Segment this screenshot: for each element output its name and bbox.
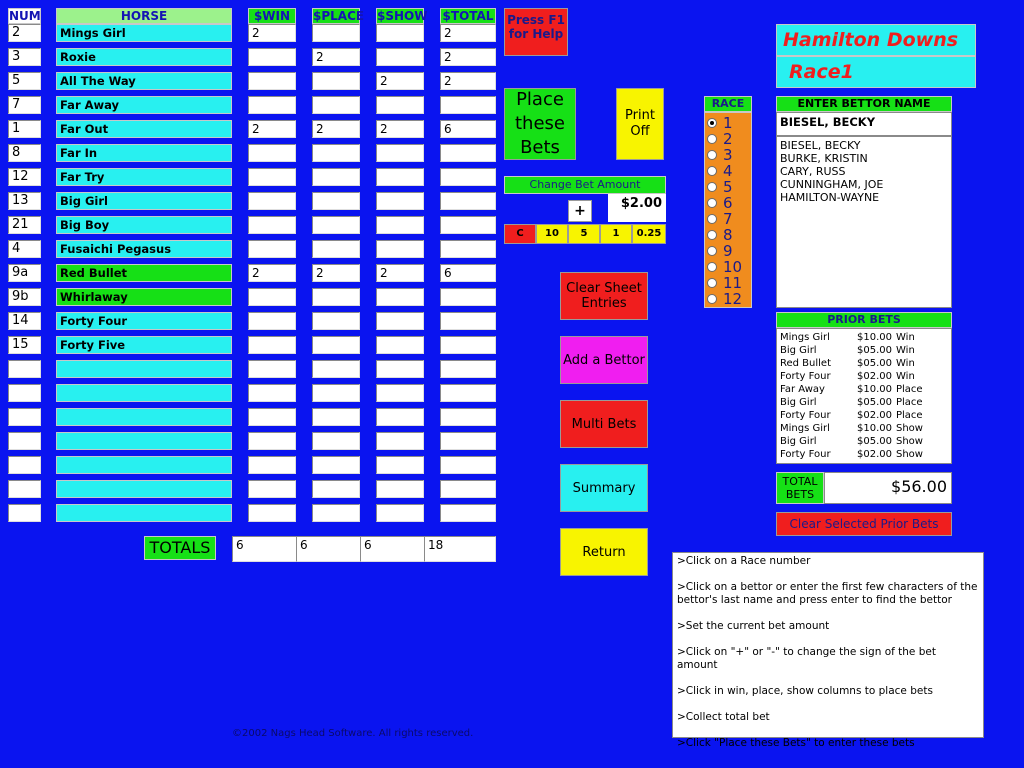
row-horse-cell[interactable]: Far Out	[56, 120, 232, 138]
row-win-cell[interactable]	[248, 192, 296, 210]
prior-bet-amount: $05.00	[857, 436, 892, 447]
prior-bet-item[interactable]	[780, 409, 948, 422]
row-place-cell[interactable]	[312, 72, 360, 90]
race-11-radio[interactable]	[707, 278, 717, 288]
row-total-cell[interactable]: 2	[440, 24, 496, 42]
row-place-cell[interactable]	[312, 240, 360, 258]
row-place-cell[interactable]	[312, 288, 360, 306]
prior-bet-item[interactable]	[780, 396, 948, 409]
row-show-cell[interactable]	[376, 480, 424, 498]
instruction-line: >Click on a Race number	[677, 555, 811, 567]
row-win-cell[interactable]	[248, 48, 296, 66]
header-num: NUM	[9, 9, 41, 23]
row-horse-cell[interactable]: Whirlaway	[56, 288, 232, 306]
clear-prior-bets-button[interactable]: Clear Selected Prior Bets	[776, 512, 952, 536]
row-num-cell[interactable]: 9a	[8, 264, 41, 282]
row-horse-cell[interactable]: Roxie	[56, 48, 232, 66]
change-bet-label: Change Bet Amount	[504, 176, 666, 194]
return-button[interactable]: Return	[560, 528, 648, 576]
prior-bet-amount: $02.00	[857, 410, 892, 421]
row-show-cell[interactable]	[376, 168, 424, 186]
row-win-cell[interactable]	[248, 456, 296, 474]
row-win-cell[interactable]	[248, 360, 296, 378]
instructions-panel	[672, 552, 984, 749]
row-num-cell[interactable]: 7	[8, 96, 41, 114]
prior-bet-amount: $02.00	[857, 371, 892, 382]
row-num-cell[interactable]	[8, 504, 41, 522]
prior-bet-amount: $10.00	[857, 384, 892, 395]
race-12-radio[interactable]	[707, 294, 717, 304]
summary-button[interactable]: Summary	[560, 464, 648, 512]
sign-toggle-button[interactable]: +	[568, 200, 592, 222]
prior-bet-horse: Far Away	[780, 384, 825, 395]
race-9-radio[interactable]	[707, 246, 717, 256]
row-place-cell[interactable]	[312, 312, 360, 330]
row-horse-cell[interactable]: Big Boy	[56, 216, 232, 234]
amount-10-button[interactable]: 10	[536, 224, 568, 244]
row-total-cell[interactable]: 2	[440, 72, 496, 90]
prior-bet-amount: $05.00	[857, 397, 892, 408]
row-place-cell[interactable]	[312, 408, 360, 426]
amount-5-button[interactable]: 5	[568, 224, 600, 244]
row-horse-cell[interactable]	[56, 408, 232, 426]
row-total-cell[interactable]	[440, 336, 496, 354]
bettor-list-item[interactable]: BIESEL, BECKY	[780, 139, 861, 152]
row-show-cell[interactable]	[376, 360, 424, 378]
race-7-radio[interactable]	[707, 214, 717, 224]
prior-bet-horse: Big Girl	[780, 436, 817, 447]
prior-bet-type: Win	[896, 371, 915, 382]
prior-bet-type: Place	[896, 410, 923, 421]
row-horse-cell[interactable]: Far Try	[56, 168, 232, 186]
row-num-cell[interactable]: 3	[8, 48, 41, 66]
race-3-radio[interactable]	[707, 150, 717, 160]
add-bettor-button[interactable]: Add a Bettor	[560, 336, 648, 384]
row-show-cell[interactable]: 2	[376, 72, 424, 90]
clear-sheet-button[interactable]: Clear Sheet Entries	[560, 272, 648, 320]
total-place: 6	[296, 536, 362, 562]
row-horse-cell[interactable]	[56, 504, 232, 522]
row-num-cell[interactable]: 2	[8, 24, 41, 42]
row-show-cell[interactable]	[376, 240, 424, 258]
prior-bet-horse: Mings Girl	[780, 423, 830, 434]
row-place-cell[interactable]: 2	[312, 264, 360, 282]
row-horse-cell[interactable]	[56, 480, 232, 498]
prior-bet-horse: Big Girl	[780, 397, 817, 408]
row-total-cell[interactable]	[440, 360, 496, 378]
row-win-cell[interactable]: 2	[248, 24, 296, 42]
race-4-radio[interactable]	[707, 166, 717, 176]
instruction-line: >Click on a bettor or enter the first few characters of the bettor's last name and press enter to find the bettor	[677, 581, 978, 606]
row-num-cell[interactable]	[8, 384, 41, 402]
race-11-label[interactable]: 11	[723, 274, 743, 292]
prior-bet-item[interactable]	[780, 357, 948, 370]
row-show-cell[interactable]	[376, 312, 424, 330]
row-horse-cell[interactable]: Far In	[56, 144, 232, 162]
row-place-cell[interactable]	[312, 144, 360, 162]
row-total-cell[interactable]: 6	[440, 120, 496, 138]
race-3-label[interactable]: 3	[723, 146, 733, 164]
row-win-cell[interactable]	[248, 432, 296, 450]
row-win-cell[interactable]	[248, 144, 296, 162]
header-place: $PLACE	[313, 9, 365, 23]
row-show-cell[interactable]	[376, 456, 424, 474]
total-win: 6	[232, 536, 298, 562]
row-show-cell[interactable]	[376, 24, 424, 42]
race-8-label[interactable]: 8	[723, 226, 733, 244]
bet-amount-display: $2.00	[608, 194, 666, 222]
race-2-radio[interactable]	[707, 134, 717, 144]
row-show-cell[interactable]	[376, 192, 424, 210]
row-total-cell[interactable]	[440, 192, 496, 210]
row-win-cell[interactable]	[248, 336, 296, 354]
row-total-cell[interactable]	[440, 168, 496, 186]
row-total-cell[interactable]	[440, 288, 496, 306]
race-6-radio[interactable]	[707, 198, 717, 208]
row-num-cell[interactable]	[8, 480, 41, 498]
print-off-button[interactable]: Print Off	[616, 88, 664, 160]
row-show-cell[interactable]	[376, 144, 424, 162]
prior-bet-item[interactable]	[780, 383, 948, 396]
prior-bet-type: Show	[896, 423, 923, 434]
prior-bet-item[interactable]	[780, 344, 948, 357]
bettor-list-item[interactable]: CARY, RUSS	[780, 165, 846, 178]
prior-bet-amount: $10.00	[857, 423, 892, 434]
bettor-list-item[interactable]: HAMILTON-WAYNE	[780, 191, 880, 204]
row-num-cell[interactable]: 8	[8, 144, 41, 162]
row-horse-cell[interactable]: Big Girl	[56, 192, 232, 210]
total-bets-value: $56.00	[824, 472, 952, 504]
total-total: 18	[424, 536, 496, 562]
prior-bet-horse: Forty Four	[780, 371, 831, 382]
row-horse-cell[interactable]: Far Away	[56, 96, 232, 114]
row-horse-cell[interactable]	[56, 360, 232, 378]
row-horse-cell[interactable]: Forty Five	[56, 336, 232, 354]
row-num-cell[interactable]: 5	[8, 72, 41, 90]
row-show-cell[interactable]: 2	[376, 120, 424, 138]
row-num-cell[interactable]: 13	[8, 192, 41, 210]
row-horse-cell[interactable]: Forty Four	[56, 312, 232, 330]
row-win-cell[interactable]	[248, 96, 296, 114]
header-win: $WIN	[248, 8, 296, 24]
row-total-cell[interactable]	[440, 432, 496, 450]
row-horse-cell[interactable]	[56, 432, 232, 450]
row-horse-cell[interactable]	[56, 456, 232, 474]
race-7-label[interactable]: 7	[723, 210, 733, 228]
race-8-radio[interactable]	[707, 230, 717, 240]
row-show-cell[interactable]	[376, 504, 424, 522]
bettor-list-item[interactable]: BURKE, KRISTIN	[780, 152, 868, 165]
place-bets-button[interactable]: Place these Bets	[504, 88, 576, 160]
race-12-label[interactable]: 12	[723, 290, 743, 308]
row-win-cell[interactable]	[248, 72, 296, 90]
row-total-cell[interactable]	[440, 384, 496, 402]
race-5-radio[interactable]	[707, 182, 717, 192]
row-win-cell[interactable]	[248, 312, 296, 330]
prior-bet-item[interactable]	[780, 435, 948, 448]
row-win-cell[interactable]	[248, 504, 296, 522]
row-show-cell[interactable]: 2	[376, 264, 424, 282]
row-num-cell[interactable]	[8, 360, 41, 378]
prior-bet-horse: Big Girl	[780, 345, 817, 356]
prior-bet-item[interactable]	[780, 331, 948, 344]
row-total-cell[interactable]	[440, 312, 496, 330]
row-total-cell[interactable]	[440, 144, 496, 162]
row-win-cell[interactable]	[248, 480, 296, 498]
total-bets-label: TOTAL BETS	[776, 472, 824, 504]
bettor-name-input[interactable]: BIESEL, BECKY	[776, 112, 952, 136]
row-total-cell[interactable]: 6	[440, 264, 496, 282]
row-num-cell[interactable]: 21	[8, 216, 41, 234]
copyright-text: ©2002 Nags Head Software. All rights reserved.	[232, 728, 474, 739]
row-num-cell[interactable]: 1	[8, 120, 41, 138]
row-place-cell[interactable]	[312, 360, 360, 378]
row-place-cell[interactable]	[312, 456, 360, 474]
row-num-cell[interactable]: 12	[8, 168, 41, 186]
prior-bet-amount: $05.00	[857, 345, 892, 356]
race-10-label[interactable]: 10	[723, 258, 743, 276]
race-2-label[interactable]: 2	[723, 130, 733, 148]
prior-bet-type: Show	[896, 436, 923, 447]
row-horse-cell[interactable]: Mings Girl	[56, 24, 232, 42]
race-1-radio[interactable]	[707, 118, 717, 128]
instruction-line: >Set the current bet amount	[677, 620, 830, 632]
instruction-line: >Collect total bet	[677, 711, 770, 723]
help-button[interactable]: Press F1 for Help	[504, 8, 568, 56]
prior-bet-item[interactable]	[780, 448, 948, 461]
row-place-cell[interactable]: 2	[312, 48, 360, 66]
row-num-cell[interactable]: 4	[8, 240, 41, 258]
race-9-label[interactable]: 9	[723, 242, 733, 260]
header-horse: HORSE	[56, 8, 232, 24]
row-win-cell[interactable]	[248, 240, 296, 258]
row-total-cell[interactable]	[440, 456, 496, 474]
race-label: RACE	[704, 96, 752, 112]
row-show-cell[interactable]	[376, 96, 424, 114]
row-win-cell[interactable]	[248, 408, 296, 426]
prior-bet-horse: Red Bullet	[780, 358, 832, 369]
prior-bet-type: Place	[896, 384, 923, 395]
row-place-cell[interactable]	[312, 192, 360, 210]
row-total-cell[interactable]	[440, 216, 496, 234]
row-place-cell[interactable]: 2	[312, 120, 360, 138]
row-place-cell[interactable]	[312, 384, 360, 402]
amount-1-button[interactable]: 1	[600, 224, 632, 244]
row-place-cell[interactable]	[312, 96, 360, 114]
race-1-label[interactable]: 1	[723, 114, 733, 132]
race-title: Race1	[776, 56, 976, 88]
row-horse-cell[interactable]: Red Bullet	[56, 264, 232, 282]
race-selector	[704, 112, 752, 308]
row-total-cell[interactable]	[440, 96, 496, 114]
row-win-cell[interactable]	[248, 168, 296, 186]
row-num-cell[interactable]: 15	[8, 336, 41, 354]
prior-bet-amount: $02.00	[857, 449, 892, 460]
total-show: 6	[360, 536, 426, 562]
bettor-list-item[interactable]: CUNNINGHAM, JOE	[780, 178, 884, 191]
row-place-cell[interactable]	[312, 336, 360, 354]
row-win-cell[interactable]	[248, 384, 296, 402]
row-num-cell[interactable]	[8, 456, 41, 474]
prior-bet-horse: Mings Girl	[780, 332, 830, 343]
row-place-cell[interactable]	[312, 216, 360, 234]
prior-bet-item[interactable]	[780, 370, 948, 383]
instruction-line: >Click "Place these Bets" to enter these bets	[677, 737, 915, 749]
row-horse-cell[interactable]: All The Way	[56, 72, 232, 90]
track-name: Hamilton Downs	[776, 24, 976, 56]
row-show-cell[interactable]	[376, 48, 424, 66]
header-show: $SHOW	[377, 9, 428, 23]
row-place-cell[interactable]	[312, 480, 360, 498]
instruction-line: >Click on "+" or "-" to change the sign of the bet amount	[677, 646, 936, 671]
row-place-cell[interactable]	[312, 432, 360, 450]
row-total-cell[interactable]	[440, 240, 496, 258]
prior-bet-type: Place	[896, 397, 923, 408]
row-show-cell[interactable]	[376, 288, 424, 306]
race-4-label[interactable]: 4	[723, 162, 733, 180]
row-show-cell[interactable]	[376, 216, 424, 234]
amount-quarter-button[interactable]: 0.25	[632, 224, 666, 244]
totals-label: TOTALS	[144, 536, 216, 560]
row-horse-cell[interactable]: Fusaichi Pegasus	[56, 240, 232, 258]
multi-bets-button[interactable]: Multi Bets	[560, 400, 648, 448]
prior-bets-label: PRIOR BETS	[776, 312, 952, 328]
prior-bets-list[interactable]	[776, 328, 952, 464]
row-total-cell[interactable]: 2	[440, 48, 496, 66]
row-win-cell[interactable]: 2	[248, 120, 296, 138]
row-show-cell[interactable]	[376, 384, 424, 402]
row-place-cell[interactable]	[312, 504, 360, 522]
prior-bet-type: Win	[896, 358, 915, 369]
prior-bet-type: Win	[896, 332, 915, 343]
header-total: $TOTAL	[440, 8, 496, 24]
bettor-label: ENTER BETTOR NAME	[776, 96, 952, 112]
row-place-cell[interactable]	[312, 168, 360, 186]
instruction-line: >Click in win, place, show columns to place bets	[677, 685, 933, 697]
row-total-cell[interactable]	[440, 504, 496, 522]
row-num-cell[interactable]: 9b	[8, 288, 41, 306]
prior-bet-horse: Forty Four	[780, 449, 831, 460]
row-num-cell[interactable]	[8, 408, 41, 426]
clear-amount-button[interactable]: C	[504, 224, 536, 244]
prior-bet-type: Win	[896, 345, 915, 356]
prior-bet-horse: Forty Four	[780, 410, 831, 421]
bettor-list[interactable]	[776, 136, 952, 308]
row-show-cell[interactable]	[376, 432, 424, 450]
prior-bet-amount: $05.00	[857, 358, 892, 369]
row-num-cell[interactable]: 14	[8, 312, 41, 330]
row-num-cell[interactable]	[8, 432, 41, 450]
row-total-cell[interactable]	[440, 480, 496, 498]
row-win-cell[interactable]	[248, 288, 296, 306]
prior-bet-type: Show	[896, 449, 923, 460]
row-total-cell[interactable]	[440, 408, 496, 426]
race-5-label[interactable]: 5	[723, 178, 733, 196]
row-horse-cell[interactable]	[56, 384, 232, 402]
row-show-cell[interactable]	[376, 408, 424, 426]
race-10-radio[interactable]	[707, 262, 717, 272]
row-place-cell[interactable]	[312, 24, 360, 42]
prior-bet-item[interactable]	[780, 422, 948, 435]
row-win-cell[interactable]: 2	[248, 264, 296, 282]
row-win-cell[interactable]	[248, 216, 296, 234]
row-show-cell[interactable]	[376, 336, 424, 354]
prior-bet-amount: $10.00	[857, 332, 892, 343]
race-6-label[interactable]: 6	[723, 194, 733, 212]
